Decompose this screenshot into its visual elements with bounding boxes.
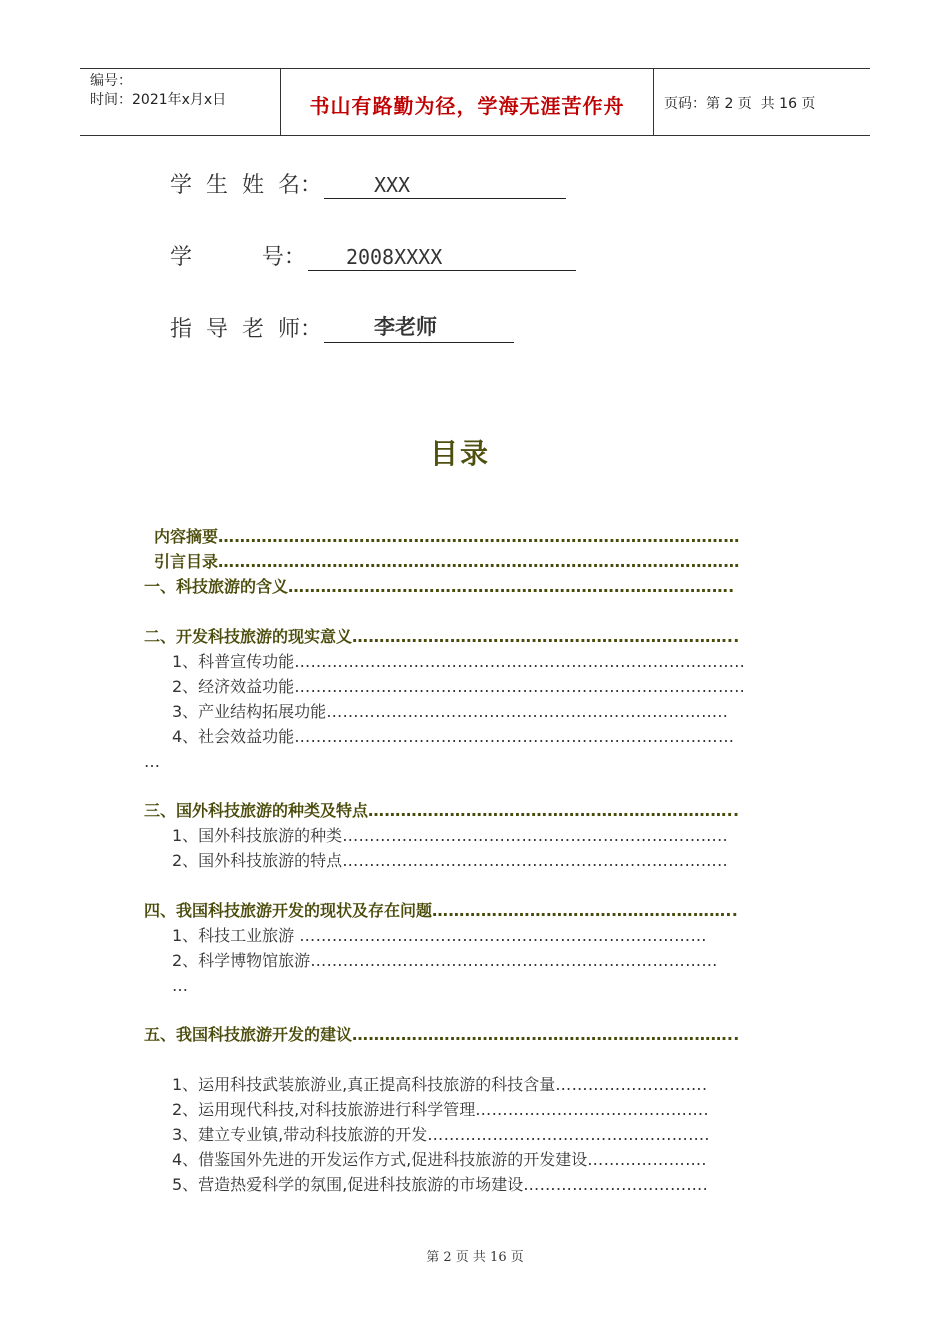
toc-entry[interactable] [172, 726, 800, 748]
toc-entry-text: 三、国外科技旅游的种类及特点 [144, 801, 369, 820]
toc-entry-text: 2、国外科技旅游的特点 [172, 851, 343, 870]
toc-entry-leader: ……………………………………………….. [432, 901, 739, 920]
serial-label: 编号： [90, 73, 132, 89]
toc-entry[interactable] [172, 676, 810, 698]
toc-entry-leader: ……………………………. [523, 1175, 708, 1194]
header-meta [80, 69, 281, 135]
toc-entry-leader: ……………………………………………………………………….. [294, 652, 746, 671]
advisor-field [324, 313, 514, 343]
page-footer [0, 1246, 950, 1265]
toc-entry[interactable] [172, 1124, 810, 1146]
advisor-value: 李老师 [373, 315, 437, 339]
toc-entry-leader: ………………………. [555, 1075, 708, 1094]
toc-entry[interactable] [172, 651, 810, 673]
toc-entry-text: 引言目录 [154, 552, 219, 571]
toc-entry-text: 内容摘要 [154, 527, 219, 546]
toc-entry-leader: ………………………………………………………………… [299, 926, 707, 945]
toc-continuation: … [144, 752, 160, 771]
toc-entry[interactable] [172, 950, 800, 972]
advisor-row [170, 312, 514, 343]
toc-entry-leader: ……………………………………………………………………… [294, 727, 735, 746]
toc-continuation: … [172, 976, 188, 995]
toc-entry-text: 1、科技工业旅游 [172, 926, 300, 945]
toc-entry[interactable] [172, 850, 810, 872]
toc-entry-text: 五、我国科技旅游开发的建议 [144, 1025, 353, 1044]
toc-entry[interactable] [154, 526, 806, 548]
student-id-row [170, 240, 576, 271]
toc-entry[interactable] [172, 1099, 810, 1121]
toc-entry-text: 2、经济效益功能 [172, 677, 295, 696]
toc-entry-text: 4、社会效益功能 [172, 727, 295, 746]
toc-entry-leader: …………………………………………………………………………………… [218, 552, 740, 571]
toc-entry[interactable] [172, 1174, 810, 1196]
toc-entry[interactable] [172, 825, 810, 847]
student-name-label: 学 生 姓 名： [170, 173, 322, 198]
toc-entry-leader: …………………………………………………………….. [342, 851, 728, 870]
toc-entry-text: 1、科普宣传功能 [172, 652, 295, 671]
toc-entry-text: 1、国外科技旅游的种类 [172, 826, 343, 845]
toc-entry-leader: ……………………………………………………………….. [326, 702, 729, 721]
toc-entry-leader: ………………………………………………………………… [310, 951, 718, 970]
toc-entry-text: 四、我国科技旅游开发的现状及存在问题 [144, 901, 433, 920]
toc-entry[interactable] [144, 900, 810, 922]
student-id-value: 2008XXXX [345, 245, 443, 269]
toc-entry-text: 1、运用科技武装旅游业,真正提高科技旅游的科技含量 [172, 1075, 556, 1094]
toc-entry-text: 3、产业结构拓展功能 [172, 702, 327, 721]
toc-entry[interactable] [144, 1024, 810, 1046]
page-header [80, 68, 870, 136]
header-motto: 书山有路勤为径，学海无涯苦作舟 [281, 69, 654, 135]
toc-entry-leader: ……………………………………………………………………….. [294, 677, 746, 696]
student-id-label: 学 号： [170, 245, 306, 270]
header-page-info [654, 69, 870, 135]
toc-entry[interactable] [144, 800, 810, 822]
toc-entry-text: 3、建立专业镇,带动科技旅游的开发 [172, 1125, 428, 1144]
advisor-label: 指 导 老 师： [170, 317, 322, 342]
toc-entry-leader: …………………………………………………………………………………… [218, 527, 740, 546]
student-name-field [324, 169, 566, 199]
toc-entry-leader: ………………………………………………………………………. [288, 577, 735, 596]
toc-entry-text: 一、科技旅游的含义 [144, 577, 289, 596]
toc-entry-leader: …………………. [587, 1150, 707, 1169]
toc-entry[interactable] [144, 626, 810, 648]
time-label: 时间：2021年x月x日 [90, 92, 227, 108]
toc-entry-leader: …………………………………………………………….. [342, 826, 728, 845]
toc-entry-leader: ………………………………………………………….. [368, 801, 740, 820]
toc-entry-text: 2、运用现代科技,对科技旅游进行科学管理 [172, 1100, 476, 1119]
toc-entry-leader: ……………………………………. [475, 1100, 709, 1119]
toc-entry[interactable] [172, 1149, 810, 1171]
toc-title: 目录 [429, 437, 490, 470]
footer-page-number: 第 2 页 共 16 页 [426, 1250, 524, 1265]
toc-entry-leader: ……………………………………………. [427, 1125, 710, 1144]
toc-entry[interactable] [172, 925, 804, 947]
toc-entry-text: 2、科学博物馆旅游 [172, 951, 311, 970]
toc-entry[interactable] [172, 701, 810, 723]
student-id-field [308, 241, 576, 271]
toc-entry-text: 5、营造热爱科学的氛围,促进科技旅游的市场建设 [172, 1175, 524, 1194]
toc-entry-leader: …………………………………………………………….. [352, 627, 740, 646]
student-name-value: XXX [373, 173, 411, 197]
toc-entry-text: 4、借鉴国外先进的开发运作方式,促进科技旅游的开发建设 [172, 1150, 588, 1169]
toc-entry[interactable] [154, 551, 806, 573]
student-name-row [170, 168, 566, 199]
toc-entry[interactable] [144, 576, 804, 598]
toc-entry-text: 二、开发科技旅游的现实意义 [144, 627, 353, 646]
page-info-text: 页码：第 2 页 共 16 页 [664, 96, 816, 112]
toc-entry[interactable] [172, 1074, 810, 1096]
toc-entry-leader: …………………………………………………………….. [352, 1025, 740, 1044]
